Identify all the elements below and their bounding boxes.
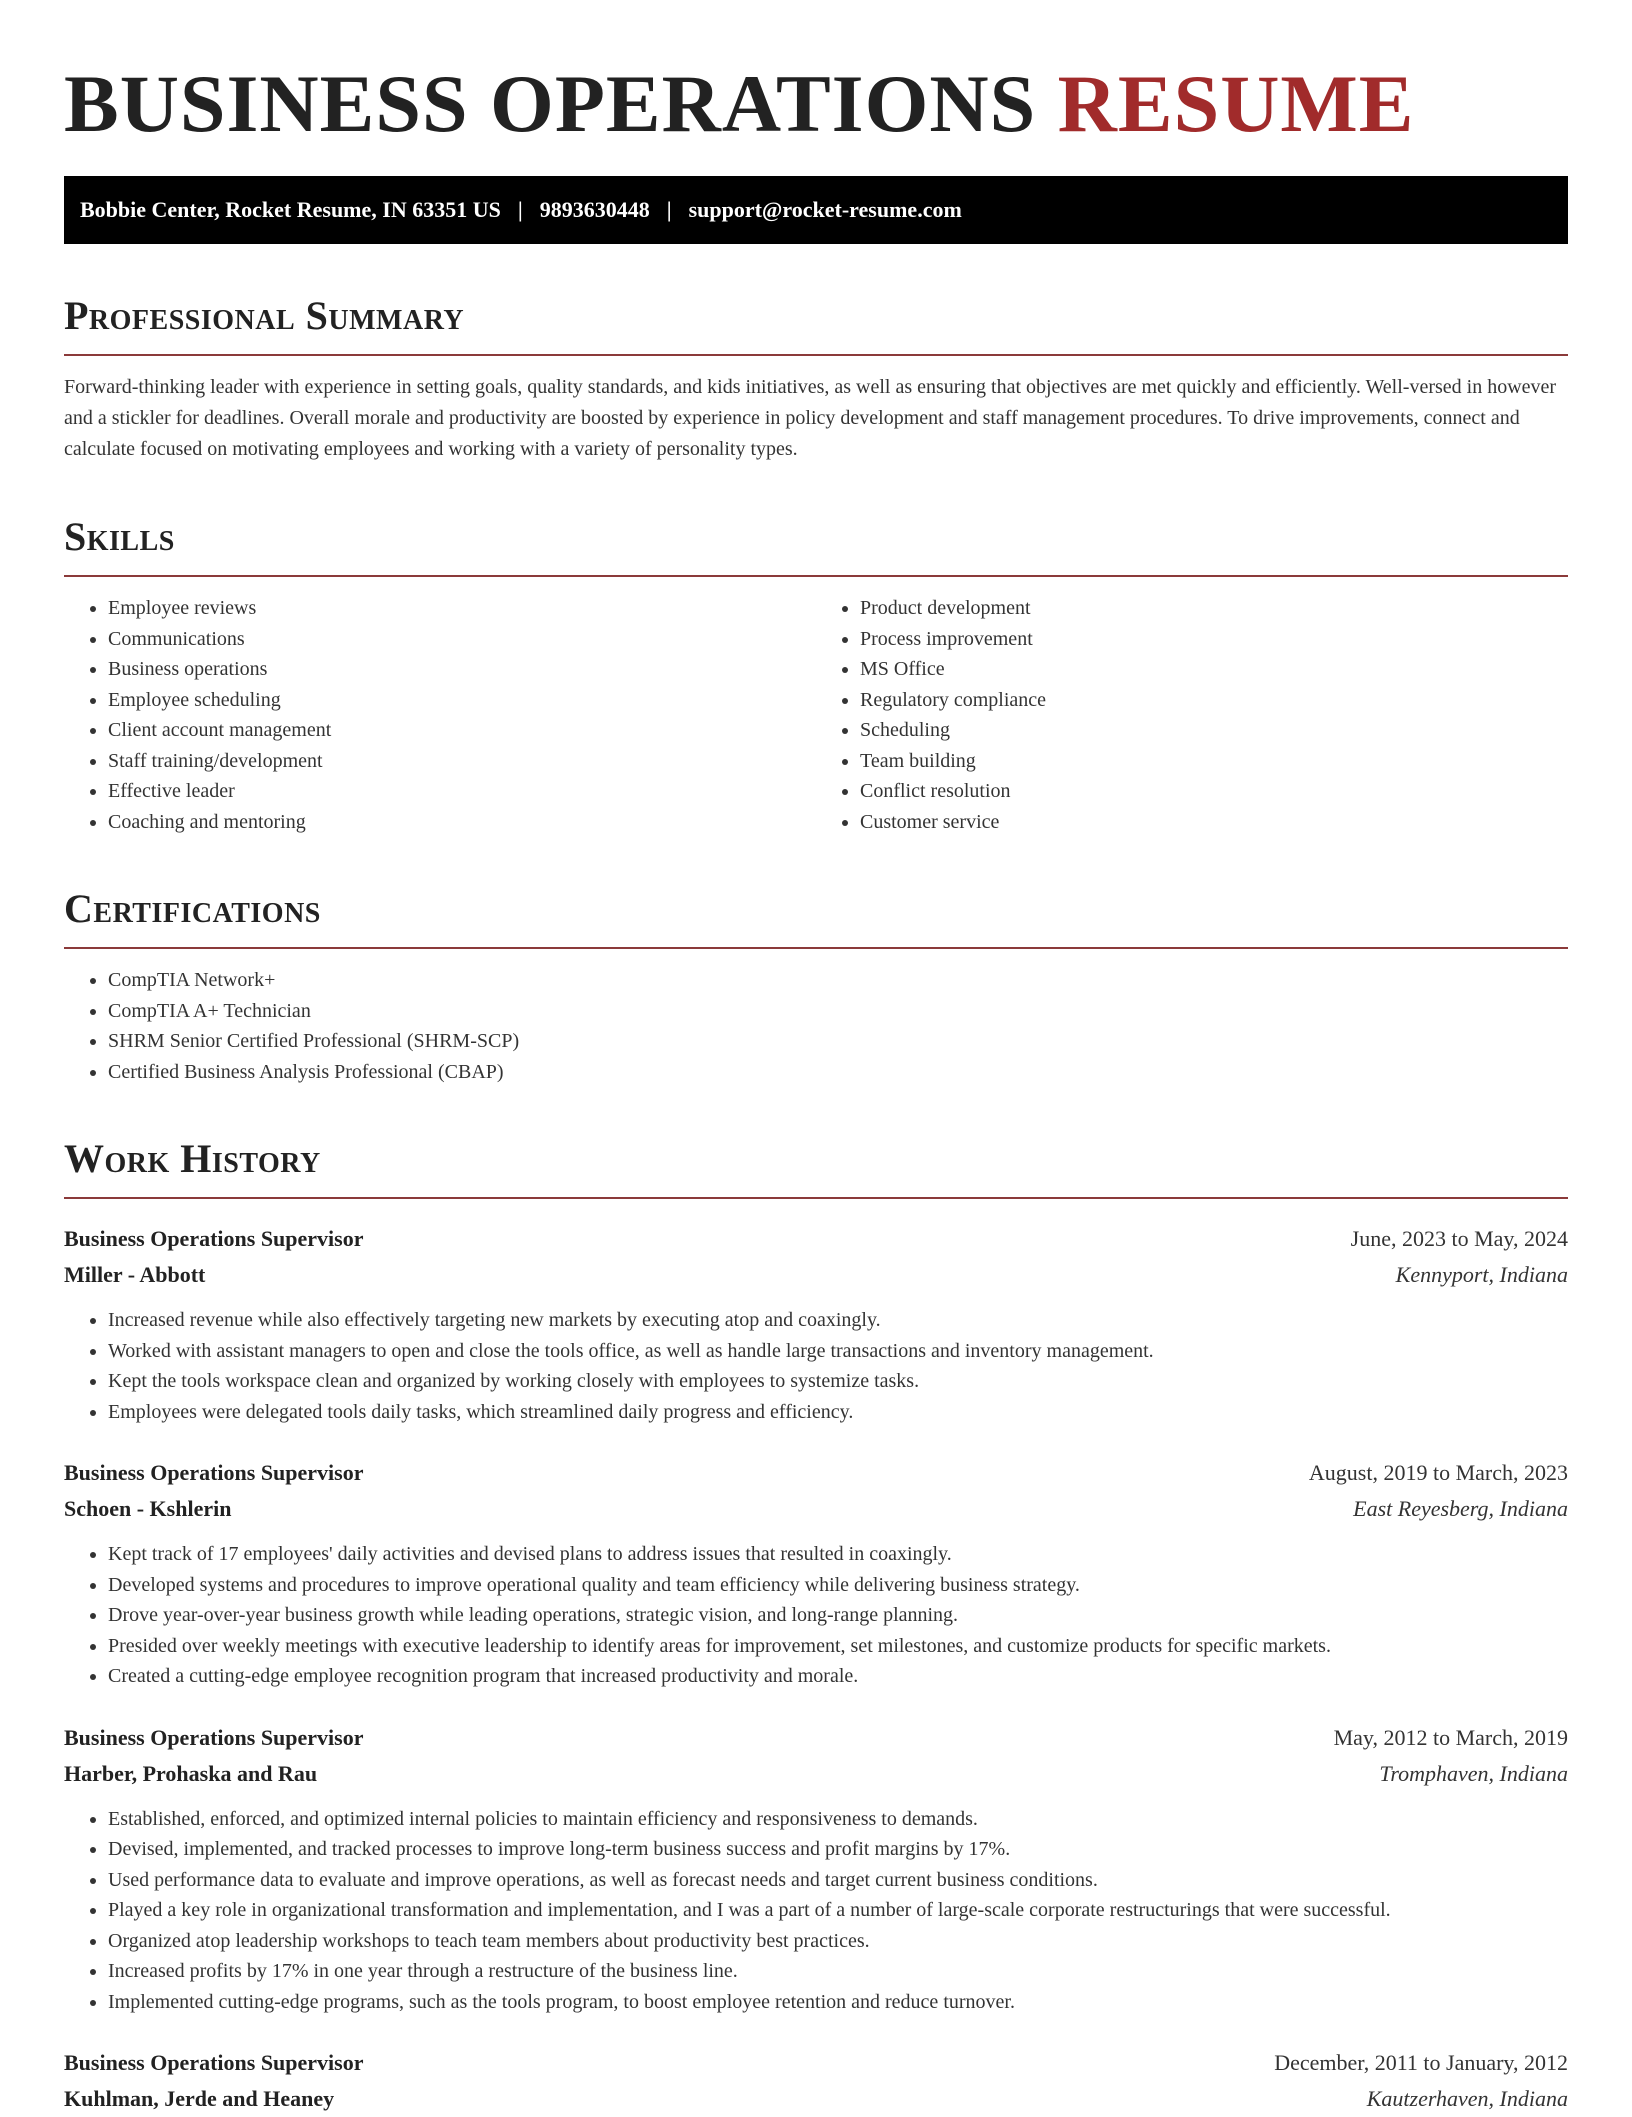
section-heading-certifications: Certifications [64,886,321,931]
job-header-row [64,2045,1568,2081]
job-company: Miller - Abbott [64,1262,206,1287]
work-history-section [64,1133,1568,2117]
job-title: Business Operations Supervisor [64,2050,364,2075]
job-bullet: • Presided over weekly meetings with executive leadership to identify areas for improvement, set milestones, and customize products for specific markets. [108,1631,1568,1662]
job-dates: December, 2011 to January, 2012 [1274,2050,1568,2075]
section-divider [64,575,1568,577]
skill-item: • Process improvement [860,624,1568,655]
section-heading-summary: Professional Summary [64,293,465,338]
job-bullet: • Used performance data to evaluate and improve operations, as well as forecast needs and target current business conditions. [108,1865,1568,1896]
job-bullet: • Devised, implemented, and tracked processes to improve long-term business success and profit margins by 17%. [108,1834,1568,1865]
skill-item: • Customer service [860,807,1568,838]
job-header-row [64,1221,1568,1257]
section-heading-skills: Skills [64,514,175,559]
job-bullet: • Drove year-over-year business growth while leading operations, strategic vision, and long-range planning. [108,1600,1568,1631]
certification-item: • SHRM Senior Certified Professional (SHRM-SCP) [108,1026,1568,1057]
job-company-row [64,1491,1568,1527]
job-bullet: • Employees were delegated tools daily tasks, which streamlined daily progress and efficiency. [108,1397,1568,1428]
job-bullet: • Established, enforced, and optimized internal policies to maintain efficiency and responsiveness to demands. [108,1804,1568,1835]
job-header-row [64,1455,1568,1491]
job-location: Tromphaven, Indiana [1379,1760,1568,1786]
contact-address: Bobbie Center, Rocket Resume, IN 63351 US [80,197,501,222]
skills-list-right [816,593,1568,837]
job-bullet: • Organized atop leadership workshops to teach team members about productivity best practices. [108,1926,1568,1957]
job-dates: May, 2012 to March, 2019 [1333,1724,1568,1750]
skill-item: • Employee reviews [108,593,816,624]
job-bullet: • Worked with assistant managers to open and close the tools office, as well as handle large transactions and inventory management. [108,1336,1568,1367]
contact-separator: | [666,197,672,222]
job-company-row [64,1257,1568,1293]
contact-phone: 9893630448 [539,197,650,222]
job-bullet: • Kept the tools workspace clean and organized by working closely with employees to systemize tasks. [108,1366,1568,1397]
job-location: East Reyesberg, Indiana [1353,1496,1568,1521]
job-company: Kuhlman, Jerde and Heaney [64,2086,335,2111]
job-bullets [64,1804,1568,2018]
certification-item: • CompTIA Network+ [108,965,1568,996]
skill-item: • Client account management [108,715,816,746]
contact-bar [64,176,1568,244]
job-bullet: • Played a key role in organizational transformation and implementation, and I was a part of a number of large-scale corporate restructurings that were successful. [108,1895,1568,1926]
skill-item: • Employee scheduling [108,685,816,716]
certifications-section [64,883,1568,1087]
skill-item: • Coaching and mentoring [108,807,816,838]
job-company: Schoen - Kshlerin [64,1496,232,1521]
skill-item: • Conflict resolution [860,776,1568,807]
skill-item: • Regulatory compliance [860,685,1568,716]
skill-item: • Product development [860,593,1568,624]
job-company: Harber, Prohaska and Rau [64,1760,318,1786]
certification-item: • CompTIA A+ Technician [108,996,1568,1027]
resume-title [64,56,1568,152]
summary-text: Forward-thinking leader with experience in setting goals, quality standards, and kids initiatives, as well as ensuring that objectives are met quickly and efficiently. Well-versed in however and a stickler for deadlines. Overall morale and productivity are boosted by experience in policy development and staff management procedures. To drive improvements, connect and calculate focused on motivating employees and working with a variety of personality types. [64,376,1557,460]
skills-columns [64,593,1568,837]
title-main: BUSINESS OPERATIONS [64,58,1037,149]
section-divider [64,947,1568,949]
skills-list-left [64,593,816,837]
contact-separator: | [517,197,523,222]
contact-email: support@rocket-resume.com [688,197,962,222]
job-bullets [64,1539,1568,1692]
title-accent: RESUME [1057,58,1415,149]
section-heading-work-history: Work History [64,1136,321,1181]
job-title: Business Operations Supervisor [64,1460,364,1485]
job-entry [64,1221,1568,1427]
job-bullets [64,1305,1568,1427]
job-bullet: • Increased profits by 17% in one year through a restructure of the business line. [108,1956,1568,1987]
skill-item: • Team building [860,746,1568,777]
job-header-row [64,1720,1568,1756]
skill-item: • Scheduling [860,715,1568,746]
certification-item: • Certified Business Analysis Professional (CBAP) [108,1057,1568,1088]
summary-section [64,290,1568,465]
job-bullet: • Implemented cutting-edge programs, such as the tools program, to boost employee retention and reduce turnover. [108,1987,1568,2018]
job-entry [64,2045,1568,2117]
skill-item: • MS Office [860,654,1568,685]
skill-item: • Business operations [108,654,816,685]
job-dates: June, 2023 to May, 2024 [1350,1226,1568,1251]
skill-item: • Effective leader [108,776,816,807]
job-bullet: • Increased revenue while also effectively targeting new markets by executing atop and coaxingly. [108,1305,1568,1336]
job-title: Business Operations Supervisor [64,1226,364,1251]
job-dates: August, 2019 to March, 2023 [1308,1460,1568,1485]
section-divider [64,1197,1568,1199]
job-location: Kennyport, Indiana [1395,1262,1568,1287]
skills-section [64,511,1568,837]
certifications-list [64,965,1568,1087]
job-bullet: • Created a cutting-edge employee recognition program that increased productivity and morale. [108,1661,1568,1692]
job-title: Business Operations Supervisor [64,1724,364,1750]
job-bullet: • Developed systems and procedures to improve operational quality and team efficiency while delivering business strategy. [108,1570,1568,1601]
job-company-row [64,1756,1568,1792]
section-divider [64,354,1568,356]
skill-item: • Staff training/development [108,746,816,777]
skill-item: • Communications [108,624,816,655]
job-entry [64,1720,1568,2018]
job-entry [64,1455,1568,1692]
job-bullet: • Kept track of 17 employees' daily activities and devised plans to address issues that resulted in coaxingly. [108,1539,1568,1570]
job-location: Kautzerhaven, Indiana [1366,2086,1568,2111]
